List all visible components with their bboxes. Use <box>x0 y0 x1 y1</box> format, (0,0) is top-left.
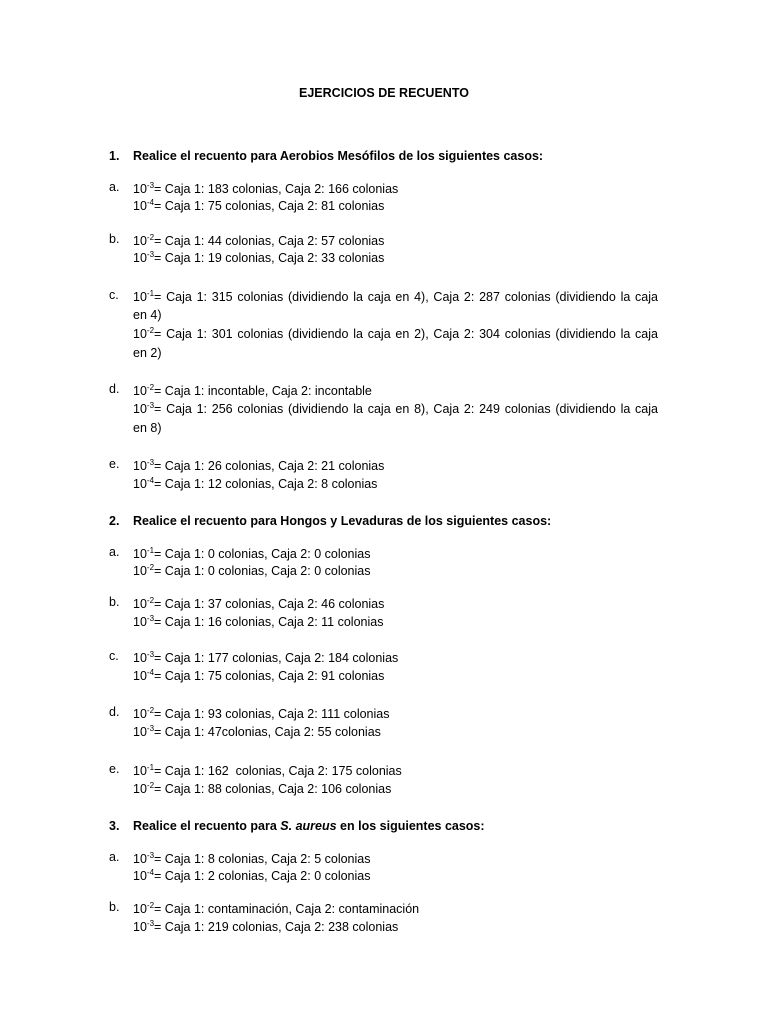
organism-name: S. aureus <box>280 819 337 833</box>
dilution-line: $10^{-4}=$ Caja 1: 12 colonias, Caja 2: 8 colonias <box>133 476 378 491</box>
dilution-line: $10^{-2}=$ Caja 1: contaminación, Caja 2: contaminación <box>133 901 420 916</box>
dilution-line: $10^{-3}=$ Caja 1: 47colonias, Caja 2: 55 colonias <box>133 724 381 739</box>
dilution-line: $10^{-1}=$ Caja 1: 315 colonias (dividiendo la caja en 4), Caja 2: 287 colonias (dividiendo la caja <box>133 289 658 304</box>
dilution-line: $10^{-4}=$ Caja 1: 75 colonias, Caja 2: 91 colonias <box>133 668 385 683</box>
dilution-line: $10^{-4}=$ Caja 1: 75 colonias, Caja 2: 81 colonias <box>133 198 385 213</box>
item-label: b. <box>109 595 120 609</box>
item-label: d. <box>109 705 120 719</box>
section-heading-3 <box>109 819 485 833</box>
item-label: a. <box>109 180 120 194</box>
item-label: a. <box>109 545 120 559</box>
dilution-line: $10^{-1}=$ Caja 1: 162 colonias, Caja 2: 175 colonias <box>133 763 402 778</box>
dilution-line: $10^{-3}=$ Caja 1: 183 colonias, Caja 2: 166 colonias <box>133 181 399 196</box>
dilution-line: $10^{-2}=$ Caja 1: 37 colonias, Caja 2: 46 colonias <box>133 596 385 611</box>
item-label: e. <box>109 762 120 776</box>
dilution-line: $10^{-2}=$ Caja 1: 301 colonias (dividiendo la caja en 2), Caja 2: 304 colonias (dividiendo la caja <box>133 326 658 341</box>
dilution-line-continuation: en 2) <box>133 346 162 360</box>
item-label: b. <box>109 900 120 914</box>
section-number: 1. <box>109 149 120 163</box>
section-heading-text: en los siguientes casos: <box>336 819 485 833</box>
dilution-line: $10^{-3}=$ Caja 1: 256 colonias (dividiendo la caja en 8), Caja 2: 249 colonias (dividiendo la caja <box>133 401 658 416</box>
dilution-line: $10^{-2}=$ Caja 1: 0 colonias, Caja 2: 0 colonias <box>133 563 371 578</box>
dilution-line: $10^{-4}=$ Caja 1: 2 colonias, Caja 2: 0 colonias <box>133 868 371 883</box>
dilution-line: $10^{-3}=$ Caja 1: 219 colonias, Caja 2: 238 colonias <box>133 919 399 934</box>
page-title: EJERCICIOS DE RECUENTO <box>299 86 469 100</box>
section-heading-text: Realice el recuento para <box>133 819 281 833</box>
dilution-line: $10^{-3}=$ Caja 1: 19 colonias, Caja 2: 33 colonias <box>133 250 385 265</box>
dilution-line-continuation: en 8) <box>133 421 162 435</box>
section-number: 3. <box>109 819 120 833</box>
section-number: 2. <box>109 514 120 528</box>
dilution-line-continuation: en 4) <box>133 308 162 322</box>
dilution-line: $10^{-1}=$ Caja 1: 0 colonias, Caja 2: 0 colonias <box>133 546 371 561</box>
dilution-line: $10^{-2}=$ Caja 1: 44 colonias, Caja 2: 57 colonias <box>133 233 385 248</box>
section-heading-2 <box>109 514 551 528</box>
dilution-line: $10^{-2}=$ Caja 1: 93 colonias, Caja 2: 111 colonias <box>133 706 390 721</box>
dilution-line: $10^{-3}=$ Caja 1: 177 colonias, Caja 2: 184 colonias <box>133 650 399 665</box>
section-heading-text: Realice el recuento para Hongos y Levaduras de los siguientes casos: <box>133 514 552 528</box>
item-label: c. <box>109 649 119 663</box>
dilution-line: $10^{-2}=$ Caja 1: 88 colonias, Caja 2: 106 colonias <box>133 781 392 796</box>
dilution-line: $10^{-3}=$ Caja 1: 16 colonias, Caja 2: 11 colonias <box>133 614 384 629</box>
item-label: a. <box>109 850 120 864</box>
section-heading-1 <box>109 149 543 163</box>
item-label: b. <box>109 232 120 246</box>
dilution-line: $10^{-3}=$ Caja 1: 26 colonias, Caja 2: 21 colonias <box>133 458 385 473</box>
dilution-line: $10^{-3}=$ Caja 1: 8 colonias, Caja 2: 5 colonias <box>133 851 371 866</box>
item-label: d. <box>109 382 120 396</box>
item-label: c. <box>109 288 119 302</box>
section-heading-text: Realice el recuento para Aerobios Mesófilos de los siguientes casos: <box>133 149 544 163</box>
dilution-line: $10^{-2}=$ Caja 1: incontable, Caja 2: incontable <box>133 383 372 398</box>
item-label: e. <box>109 457 120 471</box>
